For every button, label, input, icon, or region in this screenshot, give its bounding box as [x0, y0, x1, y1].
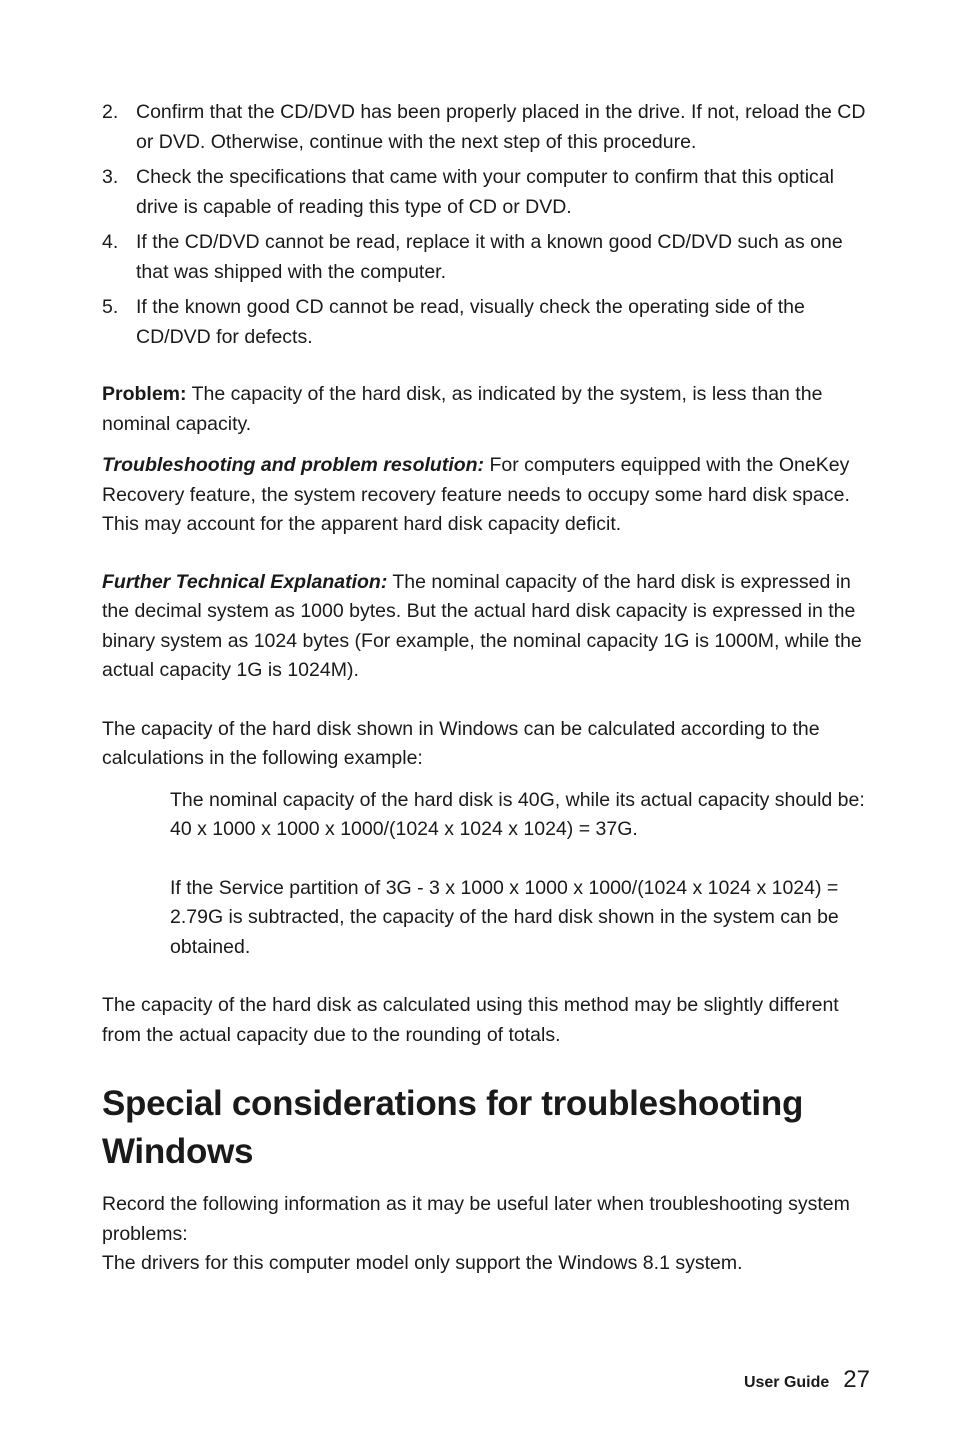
- further-explanation-paragraph: [102, 568, 866, 686]
- problem-label: Problem:: [102, 383, 187, 405]
- page-footer: [744, 1366, 870, 1394]
- list-item: [102, 163, 866, 222]
- drivers-paragraph: The drivers for this computer model only support the Windows 8.1 system.: [102, 1252, 743, 1274]
- step-text: Confirm that the CD/DVD has been properly placed in the drive. If not, reload the CD or DVD. Otherwise, continue with the next step of this procedure.: [136, 101, 866, 153]
- section-heading: Special considerations for troubleshooting Windows: [102, 1084, 804, 1171]
- step-text: If the known good CD cannot be read, visually check the operating side of the CD/DVD for defects.: [136, 296, 805, 348]
- step-number: 2.: [102, 101, 119, 123]
- step-number: 4.: [102, 231, 119, 253]
- troubleshooting-paragraph: [102, 451, 866, 540]
- step-text: If the CD/DVD cannot be read, replace it with a known good CD/DVD such as one that was shipped with the computer.: [136, 231, 843, 283]
- example-paragraph-2: If the Service partition of 3G - 3 x 1000 x 1000 x 1000/(1024 x 1024 x 1024) = 2.79G is subtracted, the capacity of the hard disk shown in the system can be obtained.: [170, 876, 839, 958]
- further-label: Further Technical Explanation:: [102, 570, 388, 593]
- page-content: [102, 98, 866, 1279]
- page-number: 27: [843, 1366, 870, 1393]
- calc-intro-paragraph: The capacity of the hard disk shown in Windows can be calculated according to the calculations in the following example:: [102, 717, 820, 769]
- problem-text: The capacity of the hard disk, as indicated by the system, is less than the nominal capacity.: [102, 383, 823, 435]
- step-number: 3.: [102, 166, 119, 188]
- calc-note-paragraph: The capacity of the hard disk as calculated using this method may be slightly different from the actual capacity due to the rounding of totals.: [102, 994, 839, 1046]
- troubleshooting-text: For computers equipped with the OneKey Recovery feature, the system recovery feature needs to occupy some hard disk space. This may account for the apparent hard disk capacity deficit.: [102, 454, 850, 535]
- footer-label: User Guide: [743, 1374, 830, 1391]
- record-paragraph: Record the following information as it may be useful later when troubleshooting system problems:: [102, 1193, 850, 1245]
- list-item: [102, 98, 866, 157]
- procedure-steps: [102, 98, 866, 352]
- problem-paragraph: [102, 380, 866, 439]
- list-item: [102, 293, 866, 352]
- step-text: Check the specifications that came with your computer to confirm that this optical drive is capable of reading this type of CD or DVD.: [136, 166, 834, 218]
- further-text: The nominal capacity of the hard disk is expressed in the decimal system as 1000 bytes. But the actual hard disk capacity is expressed in the binary system as 1024 bytes (For example, the nominal capacity 1G is 1000M, while the actual capacity 1G is 1024M).: [102, 570, 862, 681]
- step-number: 5.: [102, 296, 119, 318]
- example-paragraph-1: The nominal capacity of the hard disk is 40G, while its actual capacity should be: 40 x 1000 x 1000 x 1000/(1024 x 1024 x 1024) = 37G.: [170, 788, 865, 840]
- list-item: [102, 228, 866, 287]
- troubleshooting-label: Troubleshooting and problem resolution:: [102, 454, 485, 476]
